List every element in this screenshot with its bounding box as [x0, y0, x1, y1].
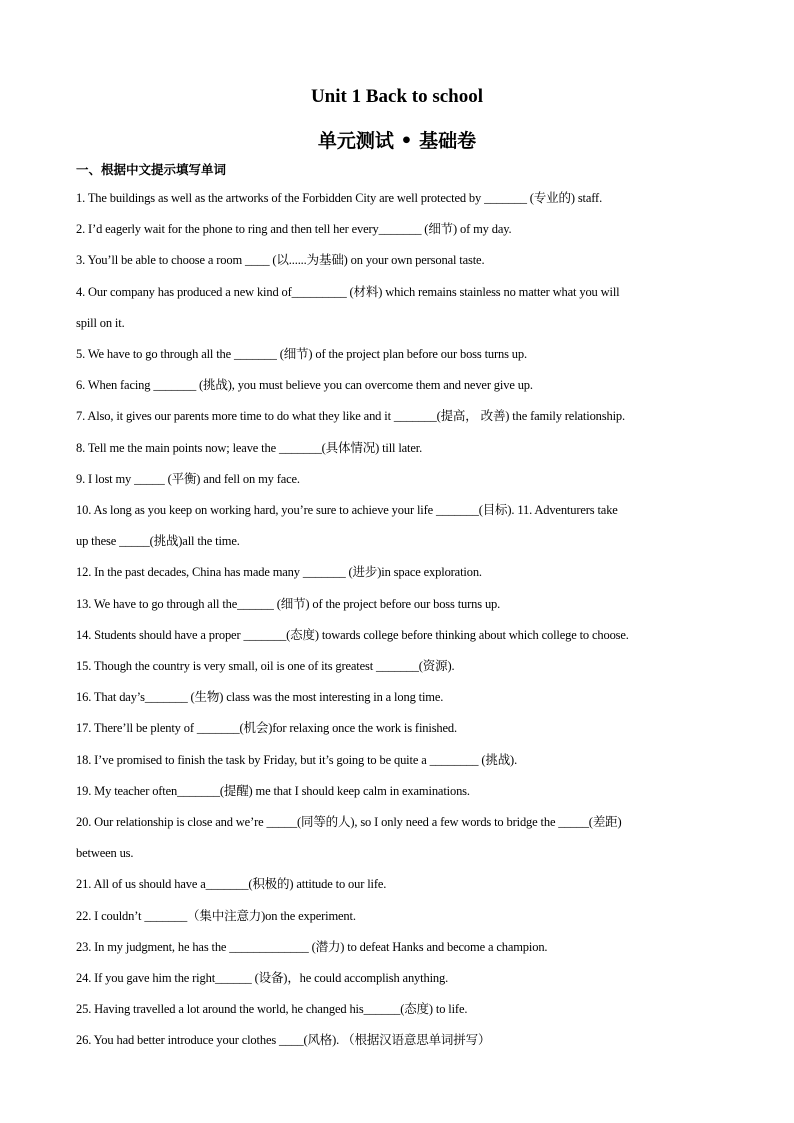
question-line: 20. Our relationship is close and we’re _____(同等的人), so I only need a few words to bridge the _____(差距)	[76, 815, 622, 830]
question-line: 25. Having travelled a lot around the world, he changed his______(态度) to life.	[76, 1002, 468, 1017]
question-line: 1. The buildings as well as the artworks of the Forbidden City are well protected by _______ (专业的) staff.	[76, 191, 603, 205]
page-title: Unit 1 Back to school	[310, 86, 484, 107]
question-line: 8. Tell me the main points now; leave the _______(具体情况) till later.	[76, 440, 423, 455]
question-line: 26. You had better introduce your clothes ____(风格). （根据汉语意思单词拼写）	[76, 1033, 491, 1048]
question-line: 23. In my judgment, he has the _____________ (潜力) to defeat Hanks and become a champion.	[76, 939, 548, 954]
question-line: 19. My teacher often_______(提醒) me that I should keep calm in examinations.	[76, 783, 470, 798]
question-line: 12. In the past decades, China has made many _______ (进步)in space exploration.	[76, 565, 482, 580]
question-line: 14. Students should have a proper _______(态度) towards college before thinking about which college to choose.	[76, 627, 629, 642]
question-line: 16. That day’s_______ (生物) class was the most interesting in a long time.	[76, 690, 444, 705]
question-line: 6. When facing _______ (挑战), you must believe you can overcome them and never give up.	[76, 378, 533, 393]
question-line: 3. You’ll be able to choose a room ____ (以......为基础) on your own personal taste.	[76, 253, 485, 268]
question-line: up these _____(挑战)all the time.	[76, 534, 240, 549]
question-line: 10. As long as you keep on working hard, you’re sure to achieve your life _______(目标). 11. Adventurers take	[76, 503, 618, 518]
question-list	[76, 183, 718, 1057]
question-line: 13. We have to go through all the______ (细节) of the project before our boss turns up.	[76, 596, 501, 611]
question-line: 17. There’ll be plenty of _______(机会)for relaxing once the work is finished.	[76, 721, 457, 736]
question-line: spill on it.	[76, 315, 125, 330]
page-subtitle: 单元测试 • 基础卷	[317, 130, 477, 152]
question-line: between us.	[76, 846, 134, 861]
question-line: 4. Our company has produced a new kind of_________ (材料) which remains stainless no matter what you will	[76, 284, 620, 299]
question-line: 7. Also, it gives our parents more time to do what they like and it _______(提高， 改善) the family relationship.	[76, 409, 625, 424]
question-line: 18. I’ve promised to finish the task by Friday, but it’s going to be quite a ________ (挑战).	[76, 752, 518, 767]
question-line: 22. I couldn’t _______（集中注意力)on the experiment.	[76, 908, 356, 923]
question-line: 15. Though the country is very small, oil is one of its greatest _______(资源).	[76, 659, 455, 674]
question-line: 24. If you gave him the right______ (设备)，he could accomplish anything.	[76, 971, 449, 986]
question-line: 21. All of us should have a_______(积极的) attitude to our life.	[76, 877, 387, 892]
question-line: 2. I’d eagerly wait for the phone to ring and then tell her every_______ (细节) of my day.	[76, 222, 512, 237]
question-line: 5. We have to go through all the _______ (细节) of the project plan before our boss turns up.	[76, 347, 527, 362]
section-heading: 一、根据中文提示填写单词	[76, 162, 227, 177]
question-line: 9. I lost my _____ (平衡) and fell on my face.	[76, 471, 300, 486]
